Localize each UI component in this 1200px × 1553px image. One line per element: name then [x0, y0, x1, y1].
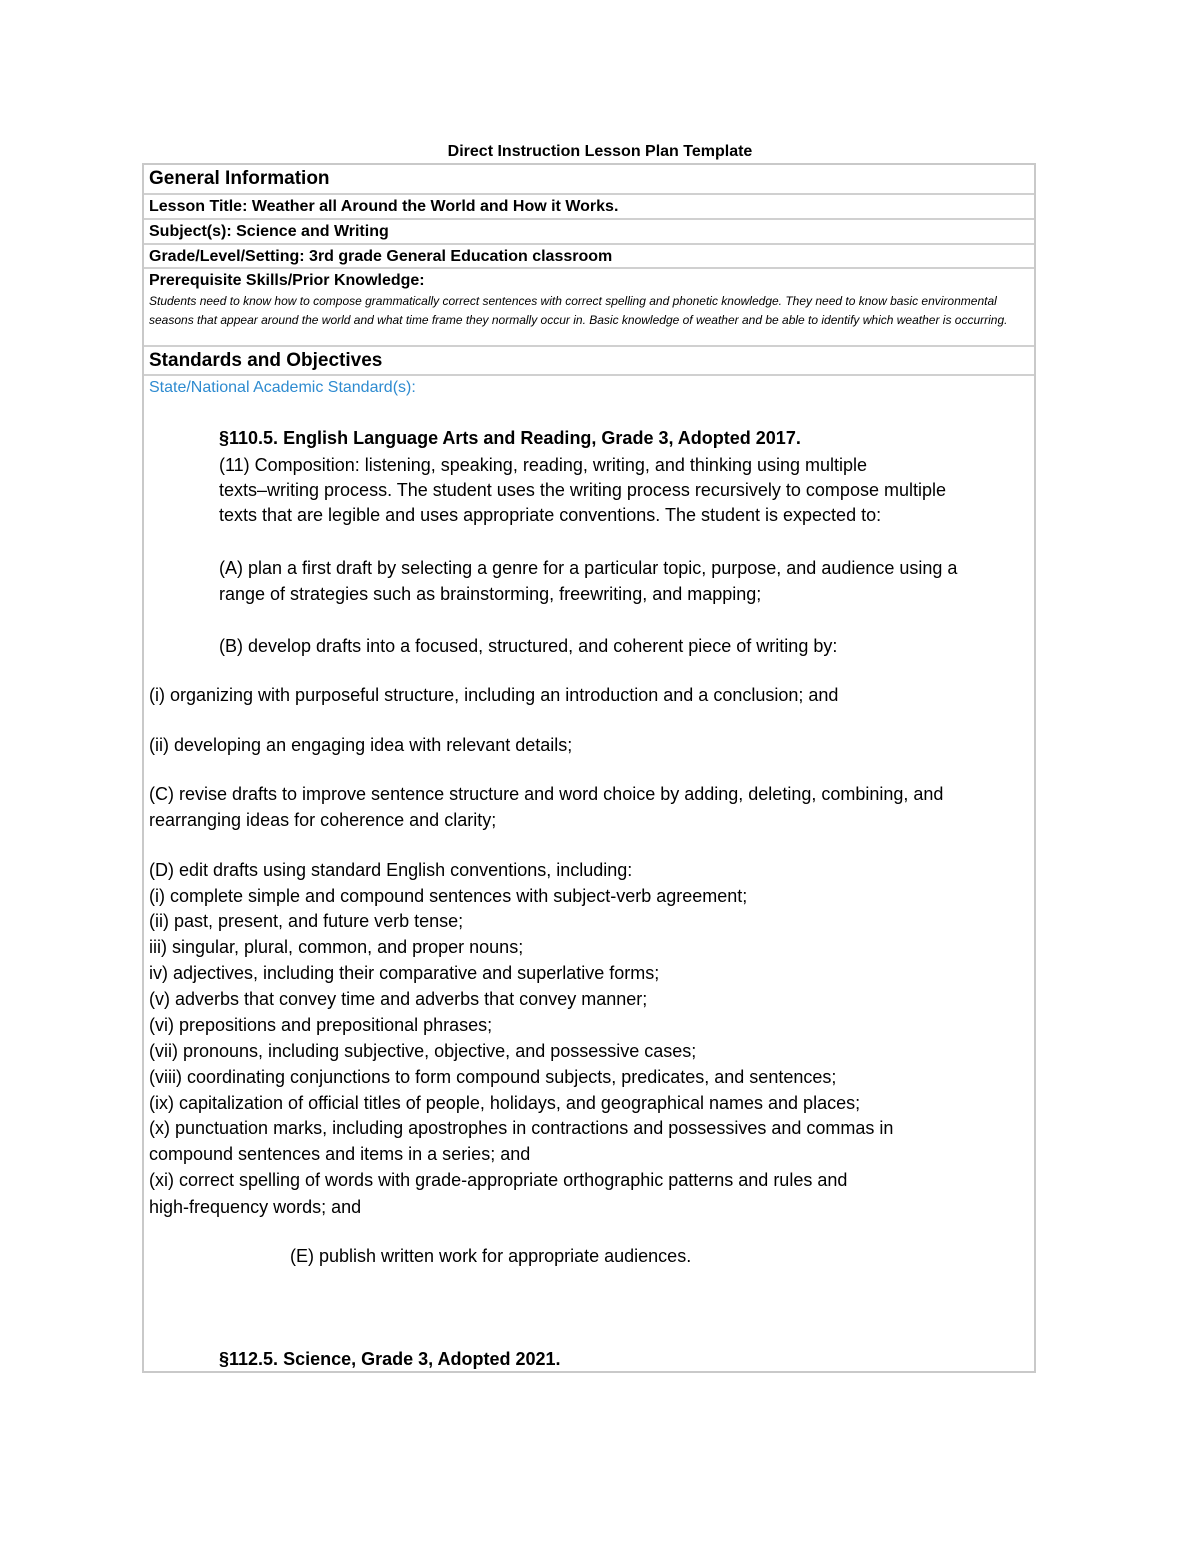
- standard-item-b-i: (i) organizing with purposeful structure, including an introduction and a conclusion; and: [149, 685, 839, 705]
- composition-line: (11) Composition: listening, speaking, reading, writing, and thinking using multiple: [219, 455, 868, 475]
- standard-subitem: (ii) past, present, and future verb tense;: [149, 911, 464, 931]
- standard-item-c: rearranging ideas for coherence and clarity;: [149, 810, 497, 830]
- standard-item-b: (B) develop drafts into a focused, structured, and coherent piece of writing by:: [219, 636, 838, 656]
- standard-item-a: (A) plan a first draft by selecting a genre for a particular topic, purpose, and audience using a: [219, 558, 958, 578]
- standard-subitem: high-frequency words; and: [149, 1197, 362, 1217]
- lesson-title: Lesson Title: Weather all Around the World and How it Works.: [149, 198, 619, 215]
- grade-level-setting: Grade/Level/Setting: 3rd grade General Education classroom: [149, 248, 613, 265]
- standard-item-c: (C) revise drafts to improve sentence structure and word choice by adding, deleting, combining, and: [149, 784, 944, 804]
- standards-objectives-header: [144, 347, 1034, 376]
- standard-subitem: (v) adverbs that convey time and adverbs that convey manner;: [149, 989, 648, 1009]
- lesson-title-row: [144, 195, 1034, 220]
- document-title: Direct Instruction Lesson Plan Template: [447, 143, 753, 160]
- subjects-row: [144, 220, 1034, 245]
- general-information-heading: General Information: [149, 168, 330, 189]
- standard-subitem: (x) punctuation marks, including apostrophes in contractions and possessives and commas in: [149, 1118, 894, 1138]
- composition-line: texts that are legible and uses appropriate conventions. The student is expected to:: [219, 505, 882, 525]
- standards-content: [144, 376, 1034, 1371]
- prerequisite-label: Prerequisite Skills/Prior Knowledge:: [149, 272, 425, 289]
- ela-standard-heading: §110.5. English Language Arts and Reading, Grade 3, Adopted 2017.: [219, 428, 801, 448]
- standard-subitem: (i) complete simple and compound sentences with subject-verb agreement;: [149, 886, 748, 906]
- standard-subitem: iv) adjectives, including their comparative and superlative forms;: [149, 963, 660, 983]
- state-national-standards-label: State/National Academic Standard(s):: [149, 379, 416, 396]
- composition-line: texts–writing process. The student uses the writing process recursively to compose multiple: [219, 480, 946, 500]
- subjects: Subject(s): Science and Writing: [149, 223, 389, 240]
- standard-item-a: range of strategies such as brainstorming, freewriting, and mapping;: [219, 584, 762, 604]
- standard-subitem: (vii) pronouns, including subjective, objective, and possessive cases;: [149, 1041, 697, 1061]
- standard-item-b-ii: (ii) developing an engaging idea with relevant details;: [149, 735, 573, 755]
- prerequisite-row: [144, 269, 1034, 347]
- standard-subitem: compound sentences and items in a series; and: [149, 1144, 531, 1164]
- standard-subitem: iii) singular, plural, common, and proper nouns;: [149, 937, 524, 957]
- grade-level-row: [144, 245, 1034, 269]
- prerequisite-text: Students need to know how to compose grammatically correct sentences with correct spelling and phonetic knowledge. They need to know basic environmental seasons that appear around the world and what time frame they normally occur in. Basic knowledge of weather and be able to identify which weather is occurring.: [149, 294, 1008, 327]
- standard-subitem: (ix) capitalization of official titles of people, holidays, and geographical names and places;: [149, 1093, 861, 1113]
- general-information-header: [144, 165, 1034, 195]
- standard-subitem: (viii) coordinating conjunctions to form compound subjects, predicates, and sentences;: [149, 1067, 837, 1087]
- standard-item-e: (E) publish written work for appropriate audiences.: [290, 1246, 692, 1266]
- standard-subitem: (vi) prepositions and prepositional phrases;: [149, 1015, 493, 1035]
- standard-item-d: (D) edit drafts using standard English conventions, including:: [149, 860, 633, 880]
- standard-subitem: (xi) correct spelling of words with grade-appropriate orthographic patterns and rules and: [149, 1170, 848, 1190]
- science-standard-heading: §112.5. Science, Grade 3, Adopted 2021.: [219, 1349, 561, 1369]
- standards-objectives-heading: Standards and Objectives: [149, 350, 383, 371]
- lesson-plan-table: [142, 163, 1036, 1373]
